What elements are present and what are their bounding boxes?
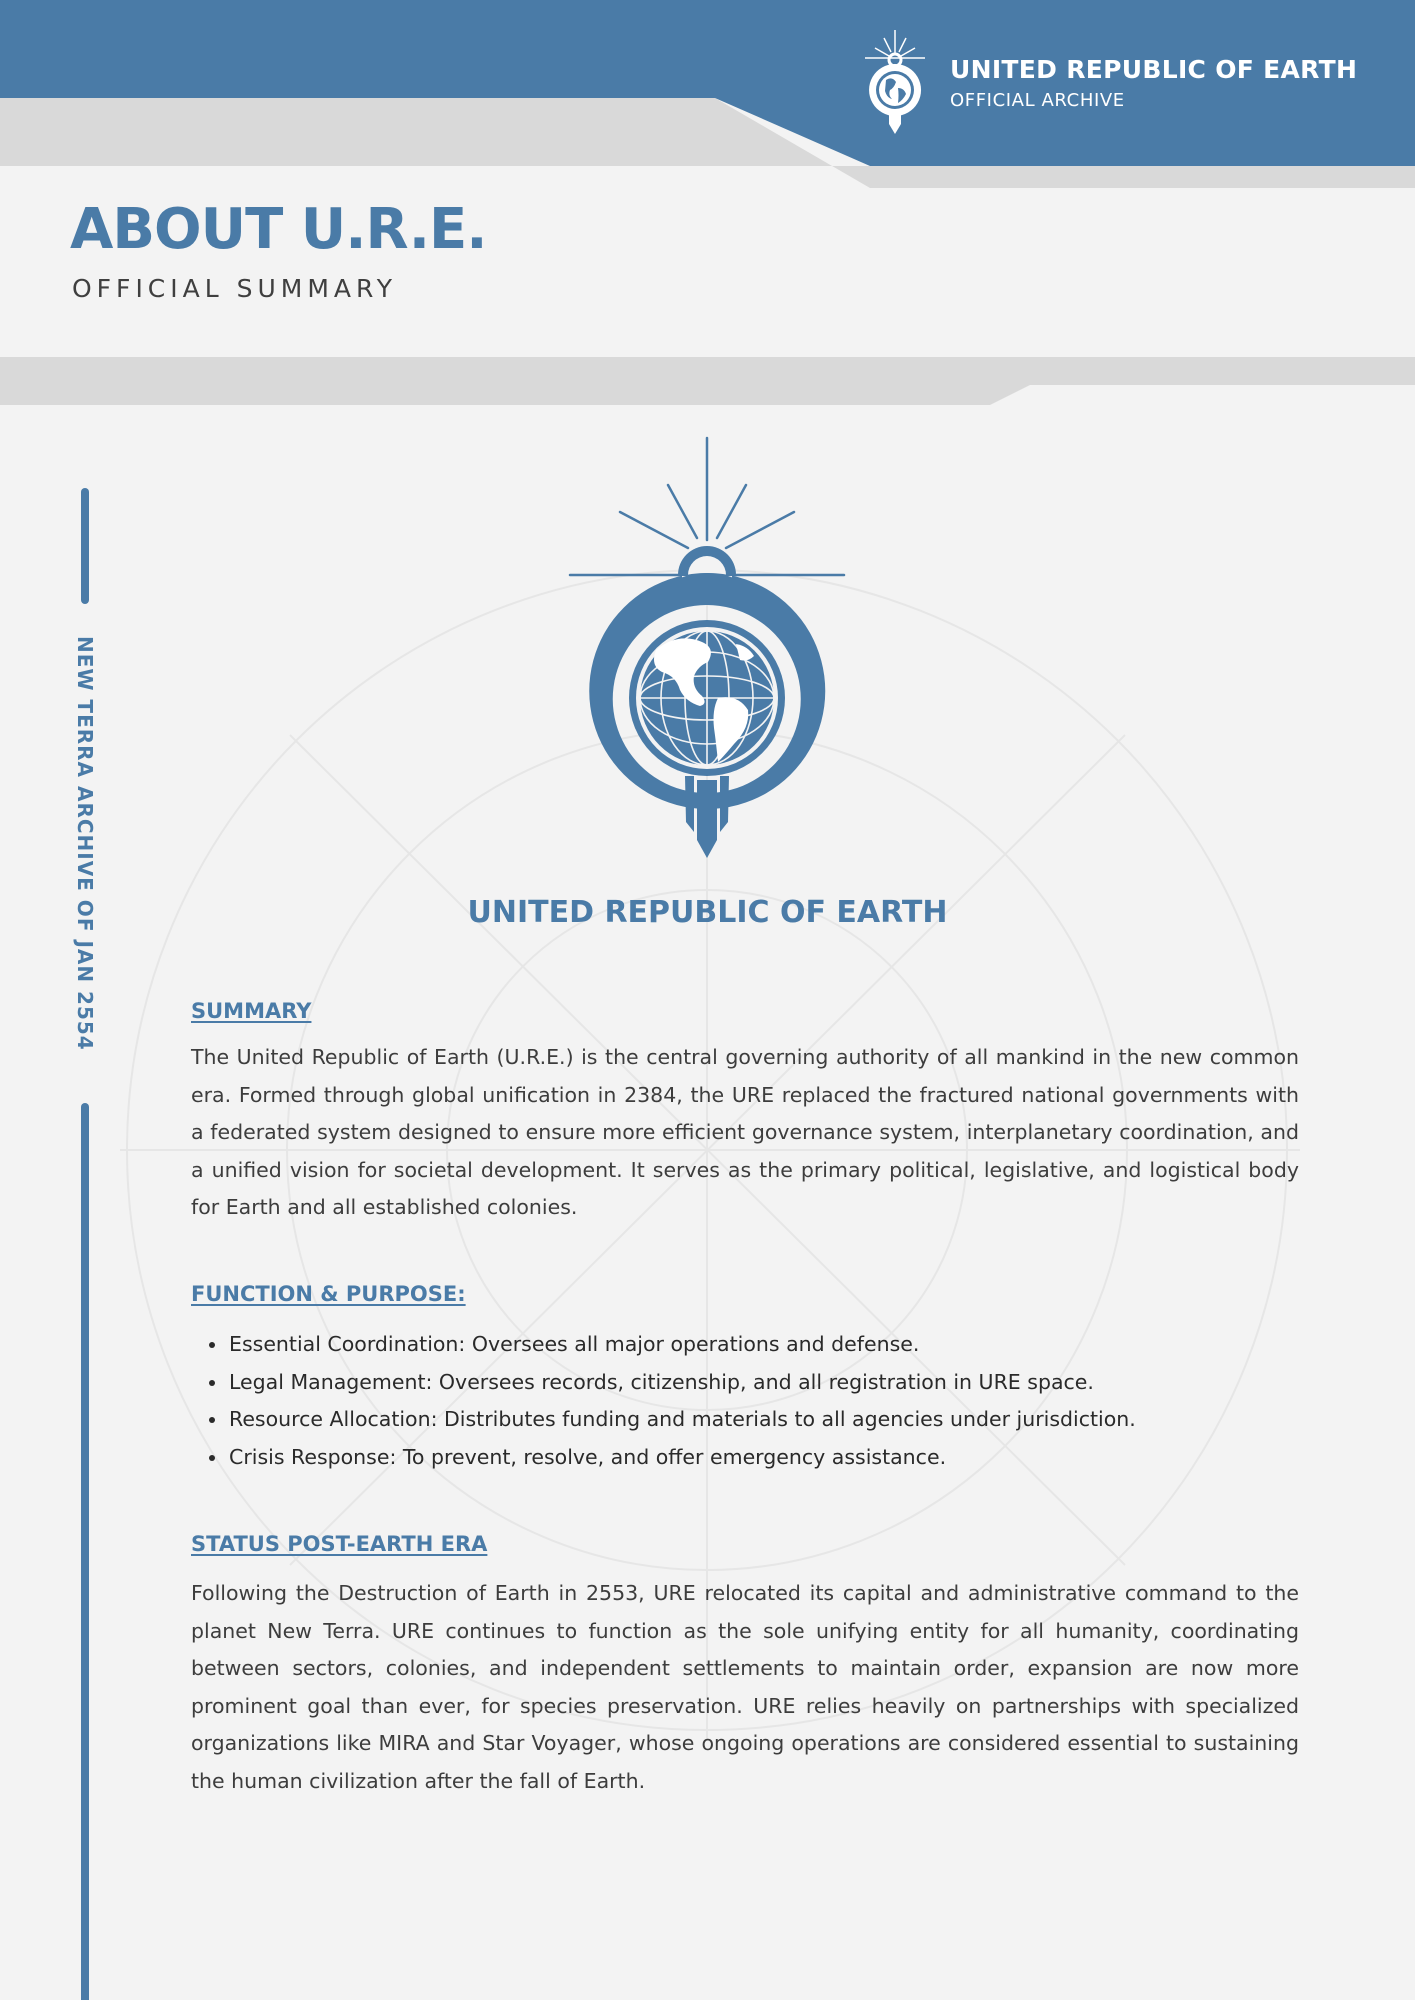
summary-heading: SUMMARY [191,999,312,1023]
ure-globe-emblem-icon [560,430,860,880]
header-org-name: UNITED REPUBLIC OF EARTH [950,55,1358,84]
list-item: Resource Allocation: Distributes funding and materials to all agencies under jurisdiction. [229,1401,1337,1439]
function-heading: FUNCTION & PURPOSE: [191,1282,466,1306]
status-body: Following the Destruction of Earth in 2553, URE relocated its capital and administrative command to the planet New Terra. URE continues to function as the sole unifying entity for all humanity, coordinating between sectors, colonies, and independent settlements to maintain order, expansion are now more prominent goal than ever, for species preservation. URE relies heavily on partnerships with specialized organizations like MIRA and Star Voyager, whose ongoing operations are considered essential to sustaining the human civilization after the fall of Earth. [191,1581,1299,1793]
page-title: ABOUT U.R.E. [70,197,487,262]
function-list [191,1326,1337,1476]
side-bar-bottom [81,1103,89,2000]
side-bar-top [81,488,89,604]
list-item: Essential Coordination: Oversees all major operations and defense. [229,1326,1337,1364]
ure-emblem-icon [860,28,930,136]
page-subtitle: OFFICIAL SUMMARY [72,274,398,303]
header-org-subtitle: OFFICIAL ARCHIVE [950,90,1125,111]
list-item: Crisis Response: To prevent, resolve, and offer emergency assistance. [229,1439,1337,1477]
summary-body: The United Republic of Earth (U.R.E.) is the central governing authority of all mankind in the new common era. Formed through global unification in 2384, the URE replaced the fractured national governments with a federated system designed to ensure more efficient governance system, interplanetary coordination, and a unified vision for societal development. It serves as the primary political, legislative, and logistical body for Earth and all established colonies. [191,1045,1299,1219]
side-archive-label: NEW TERRA ARCHIVE OF JAN 2554 [73,636,97,1051]
divider-gray-band [0,357,1415,405]
emblem-caption: UNITED REPUBLIC OF EARTH [467,895,948,930]
status-heading: STATUS POST-EARTH ERA [191,1532,488,1556]
list-item: Legal Management: Oversees records, citizenship, and all registration in URE space. [229,1364,1337,1402]
